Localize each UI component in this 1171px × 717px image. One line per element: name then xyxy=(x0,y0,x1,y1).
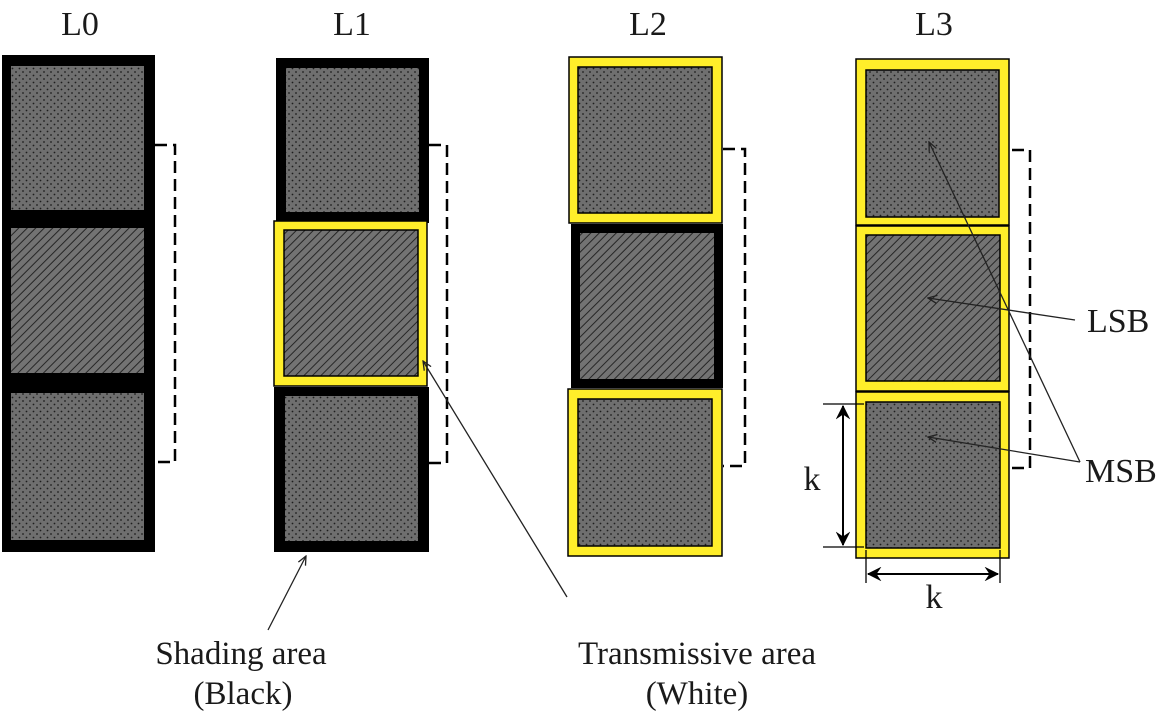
k-vertical-label: k xyxy=(803,461,821,498)
column-label-l0: L0 xyxy=(61,6,99,43)
l2-top-subpixel xyxy=(578,67,712,213)
l3-bit-bracket xyxy=(1012,150,1030,468)
column-l3 xyxy=(856,59,1030,558)
l2-middle-subpixel xyxy=(580,233,714,379)
column-l2 xyxy=(568,57,745,556)
transmissive-area-sublabel: (White) xyxy=(645,676,749,712)
shading-area-sublabel: (Black) xyxy=(193,676,293,712)
l0-bit-bracket xyxy=(155,145,175,462)
l1-top-subpixel xyxy=(286,68,419,212)
l0-bottom-subpixel xyxy=(11,393,144,540)
l2-bit-bracket xyxy=(723,149,745,466)
l3-bottom-subpixel xyxy=(866,402,1000,548)
shading-area-label: Shading area xyxy=(155,636,327,672)
k-horizontal-label: k xyxy=(925,579,943,616)
lsb-label: LSB xyxy=(1087,303,1150,340)
l3-top-subpixel xyxy=(866,70,999,217)
transmissive-area-arrow xyxy=(423,361,567,597)
column-l1 xyxy=(274,58,447,552)
l2-bottom-subpixel xyxy=(578,399,712,546)
column-label-l1: L1 xyxy=(333,6,371,43)
shading-area-arrow xyxy=(268,556,306,630)
transmissive-area-label: Transmissive area xyxy=(578,636,816,672)
l3-middle-subpixel xyxy=(866,235,1000,381)
l0-middle-subpixel xyxy=(11,228,144,373)
l1-bit-bracket xyxy=(429,145,447,463)
l1-bottom-subpixel xyxy=(285,396,418,541)
column-label-l3: L3 xyxy=(915,6,953,43)
l1-middle-subpixel xyxy=(284,230,418,376)
l0-top-subpixel xyxy=(11,66,144,210)
msb-label: MSB xyxy=(1085,453,1157,490)
column-label-l2: L2 xyxy=(629,6,667,43)
column-l0 xyxy=(2,55,175,552)
